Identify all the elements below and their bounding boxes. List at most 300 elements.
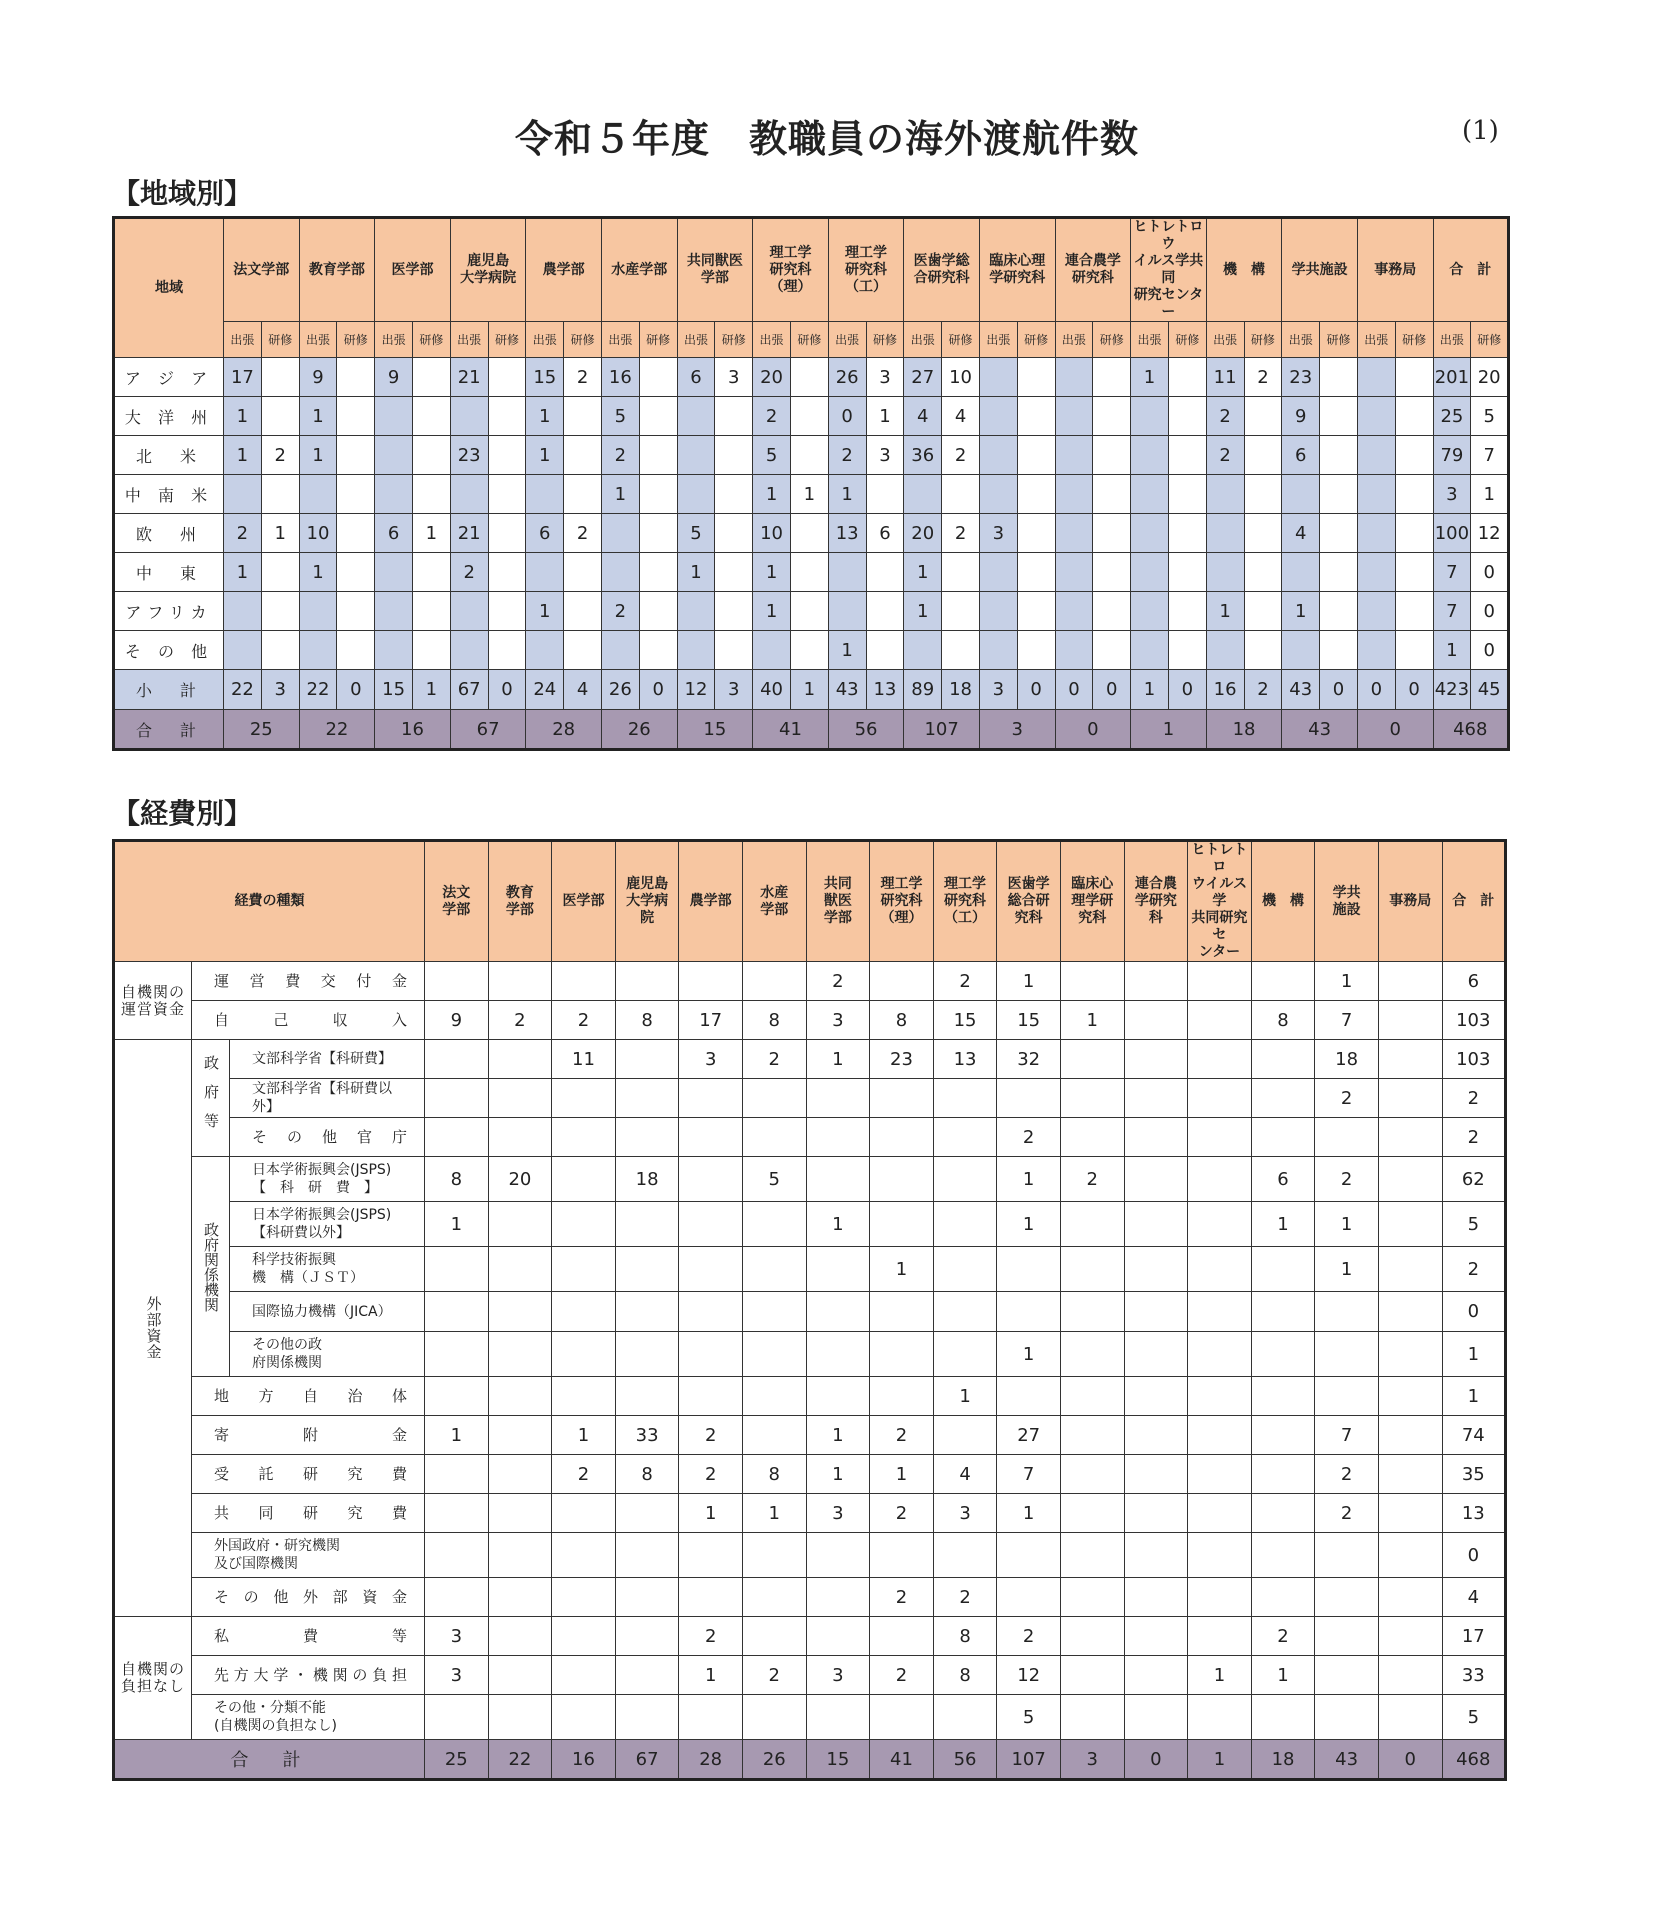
- sub-header-trip: 出張: [1131, 322, 1169, 358]
- expense-value: [1251, 1578, 1315, 1617]
- regional-value: [979, 397, 1017, 436]
- expense-value: [1315, 1533, 1379, 1578]
- sub-header-training: 研修: [488, 322, 526, 358]
- regional-value: [942, 592, 980, 631]
- expense-label: その他・分類不能 (自機関の負担なし): [192, 1695, 425, 1740]
- total-value: 25: [224, 710, 300, 750]
- total-value: 22: [299, 710, 375, 750]
- regional-value: [412, 475, 450, 514]
- expense-value: [425, 1079, 489, 1118]
- expense-value: [1060, 1377, 1124, 1416]
- expense-value: 103: [1442, 1001, 1506, 1040]
- regional-value: [1320, 631, 1358, 670]
- regional-value: [1395, 631, 1433, 670]
- expense-value: 3: [933, 1494, 997, 1533]
- sub-header-training: 研修: [1168, 322, 1206, 358]
- expense-value: [933, 1533, 997, 1578]
- expense-value: [1124, 1202, 1188, 1247]
- expense-value: [488, 1578, 552, 1617]
- sub-header-training: 研修: [1093, 322, 1131, 358]
- expense-value: [933, 1332, 997, 1377]
- sub-header-training: 研修: [639, 322, 677, 358]
- expense-value: [615, 1695, 679, 1740]
- expense-column-header: 連合農 学研究 科: [1124, 841, 1188, 962]
- regional-value: 1: [526, 397, 564, 436]
- expense-value: 1: [806, 1455, 870, 1494]
- expense-value: [425, 1247, 489, 1292]
- expense-value: [488, 1118, 552, 1157]
- regional-value: [715, 436, 753, 475]
- regional-value: 1: [828, 475, 866, 514]
- regional-value: 3: [715, 358, 753, 397]
- expense-value: 2: [1315, 1157, 1379, 1202]
- regional-value: [677, 475, 715, 514]
- expense-value: [1188, 1455, 1252, 1494]
- table-row: [114, 1377, 1506, 1416]
- regional-value: [1357, 592, 1395, 631]
- regional-value: [1320, 358, 1358, 397]
- expense-value: 3: [425, 1617, 489, 1656]
- expense-value: 0: [1442, 1292, 1506, 1332]
- regional-value: [1320, 397, 1358, 436]
- expense-value: [552, 1202, 616, 1247]
- regional-value: 17: [224, 358, 262, 397]
- expense-value: [679, 962, 743, 1001]
- expense-value: [488, 1656, 552, 1695]
- regional-column-header: 医歯学総 合研究科: [904, 218, 980, 322]
- regional-value: [979, 436, 1017, 475]
- expense-total-value: 41: [870, 1740, 934, 1780]
- expense-value: [1378, 1202, 1442, 1247]
- sub-header-trip: 出張: [1055, 322, 1093, 358]
- total-value: 18: [1206, 710, 1282, 750]
- expense-value: [742, 1247, 806, 1292]
- expense-total-row: [114, 1740, 1506, 1780]
- expense-value: [1124, 1332, 1188, 1377]
- expense-value: 2: [1315, 1079, 1379, 1118]
- expense-column-header: 医歯学 総合研 究科: [997, 841, 1061, 962]
- expense-value: [1315, 1695, 1379, 1740]
- expense-value: [615, 1292, 679, 1332]
- regional-value: 1: [753, 592, 791, 631]
- regional-value: 1: [677, 553, 715, 592]
- regional-value: [261, 397, 299, 436]
- expense-value: [425, 1533, 489, 1578]
- expense-total-value: 22: [488, 1740, 552, 1780]
- regional-value: 15: [526, 358, 564, 397]
- regional-value: [1017, 397, 1055, 436]
- subtotal-value: 12: [677, 670, 715, 710]
- regional-value: [942, 631, 980, 670]
- expense-label: 共同研究費: [192, 1494, 425, 1533]
- expense-value: [1124, 1377, 1188, 1416]
- total-value: 67: [450, 710, 526, 750]
- regional-value: [942, 475, 980, 514]
- subtotal-value: 3: [979, 670, 1017, 710]
- regional-value: [261, 631, 299, 670]
- regional-value: [1282, 475, 1320, 514]
- expense-label: 寄附金: [192, 1416, 425, 1455]
- subtotal-value: 26: [601, 670, 639, 710]
- regional-value: [1244, 436, 1282, 475]
- regional-value: [1131, 475, 1169, 514]
- expense-value: [1060, 1695, 1124, 1740]
- expense-value: 7: [1315, 1001, 1379, 1040]
- expense-value: [997, 1377, 1061, 1416]
- regional-value: [1131, 592, 1169, 631]
- expense-value: [679, 1377, 743, 1416]
- expense-value: 5: [742, 1157, 806, 1202]
- regional-value: [1357, 397, 1395, 436]
- expense-value: [1188, 1157, 1252, 1202]
- regional-value: 12: [1471, 514, 1509, 553]
- expense-value: 74: [1442, 1416, 1506, 1455]
- sub-header-training: 研修: [1017, 322, 1055, 358]
- expense-value: [1124, 1695, 1188, 1740]
- expense-value: [1060, 1118, 1124, 1157]
- regional-column-header: 鹿児島 大学病院: [450, 218, 526, 322]
- expense-value: [870, 1079, 934, 1118]
- expense-value: [615, 1040, 679, 1079]
- expense-value: 5: [997, 1695, 1061, 1740]
- regional-value: 4: [904, 397, 942, 436]
- expense-value: [552, 1494, 616, 1533]
- regional-value: [677, 397, 715, 436]
- sub-header-training: 研修: [790, 322, 828, 358]
- regional-column-header: 事務局: [1357, 218, 1433, 322]
- regional-value: 1: [1206, 592, 1244, 631]
- regional-value: [1055, 358, 1093, 397]
- regional-value: [1357, 631, 1395, 670]
- expense-value: [1315, 1578, 1379, 1617]
- regional-value: [299, 475, 337, 514]
- expense-value: [1060, 1455, 1124, 1494]
- expense-value: [679, 1247, 743, 1292]
- regional-value: [450, 475, 488, 514]
- regional-value: [639, 631, 677, 670]
- subtotal-value: 0: [488, 670, 526, 710]
- expense-value: [997, 1292, 1061, 1332]
- regional-value: [488, 358, 526, 397]
- total-label: 合 計: [114, 710, 224, 750]
- sub-header-trip: 出張: [904, 322, 942, 358]
- expense-value: 2: [679, 1455, 743, 1494]
- sub-header-training: 研修: [715, 322, 753, 358]
- regional-value: [639, 475, 677, 514]
- regional-value: [790, 397, 828, 436]
- regional-value: [677, 631, 715, 670]
- table-row: [114, 962, 1506, 1001]
- expense-value: 2: [679, 1416, 743, 1455]
- regional-value: [715, 475, 753, 514]
- expense-value: [1060, 962, 1124, 1001]
- expense-value: [742, 962, 806, 1001]
- expense-value: 3: [679, 1040, 743, 1079]
- table-row: [114, 1617, 1506, 1656]
- regional-column-header: 理工学 研究科 （工）: [828, 218, 904, 322]
- expense-value: 2: [870, 1416, 934, 1455]
- expense-label: 文部科学省【科研費】: [230, 1040, 425, 1079]
- regional-value: [942, 553, 980, 592]
- expense-value: [425, 1332, 489, 1377]
- expense-value: [425, 1118, 489, 1157]
- total-value: 468: [1433, 710, 1509, 750]
- regional-value: [639, 553, 677, 592]
- regional-value: [1320, 436, 1358, 475]
- regional-value: 7: [1471, 436, 1509, 475]
- regional-column-header: 連合農学 研究科: [1055, 218, 1131, 322]
- regional-value: [1093, 358, 1131, 397]
- expense-value: [1251, 1247, 1315, 1292]
- regional-value: [375, 475, 413, 514]
- region-label: 大 洋 州: [114, 397, 224, 436]
- regional-value: [224, 631, 262, 670]
- regional-value: 20: [753, 358, 791, 397]
- expense-value: 8: [933, 1617, 997, 1656]
- expense-value: [933, 1695, 997, 1740]
- sub-header-training: 研修: [337, 322, 375, 358]
- expense-value: 4: [1442, 1578, 1506, 1617]
- regional-column-header: 共同獣医 学部: [677, 218, 753, 322]
- regional-value: 2: [942, 514, 980, 553]
- table-row: [114, 1695, 1506, 1740]
- expense-value: 1: [1442, 1377, 1506, 1416]
- region-label: 欧 州: [114, 514, 224, 553]
- expense-value: [1378, 1247, 1442, 1292]
- expense-value: [425, 1455, 489, 1494]
- regional-value: [526, 631, 564, 670]
- expense-value: [679, 1578, 743, 1617]
- subtotal-value: 0: [1395, 670, 1433, 710]
- regional-value: [1206, 514, 1244, 553]
- expense-value: [1124, 1416, 1188, 1455]
- regional-value: [1168, 397, 1206, 436]
- expense-column-header: 医学部: [552, 841, 616, 962]
- expense-value: 8: [742, 1001, 806, 1040]
- total-value: 28: [526, 710, 602, 750]
- expense-value: 15: [997, 1001, 1061, 1040]
- expense-value: 33: [615, 1416, 679, 1455]
- group-no-burden: 自機関の 負担なし: [114, 1617, 192, 1740]
- expense-value: [933, 1157, 997, 1202]
- expense-value: 8: [933, 1656, 997, 1695]
- subtotal-value: 3: [715, 670, 753, 710]
- regional-value: 3: [1433, 475, 1471, 514]
- regional-value: [488, 514, 526, 553]
- expense-value: 1: [425, 1202, 489, 1247]
- expense-value: [488, 1695, 552, 1740]
- regional-value: [412, 397, 450, 436]
- regional-value: [1320, 475, 1358, 514]
- expense-value: [1060, 1079, 1124, 1118]
- regional-column-header: 法文学部: [224, 218, 300, 322]
- expense-value: [806, 1157, 870, 1202]
- regional-value: [979, 553, 1017, 592]
- table-row: [114, 1416, 1506, 1455]
- expense-total-value: 468: [1442, 1740, 1506, 1780]
- expense-value: 2: [552, 1455, 616, 1494]
- regional-value: [488, 397, 526, 436]
- expense-value: 1: [1251, 1202, 1315, 1247]
- expense-value: 6: [1442, 962, 1506, 1001]
- expense-header-row: [114, 841, 1506, 962]
- regional-value: [564, 397, 602, 436]
- sub-header-training: 研修: [866, 322, 904, 358]
- expense-value: [870, 1332, 934, 1377]
- regional-value: [715, 631, 753, 670]
- expense-value: [552, 1377, 616, 1416]
- expense-value: [615, 1617, 679, 1656]
- regional-value: 2: [753, 397, 791, 436]
- regional-value: [1357, 553, 1395, 592]
- regional-value: [488, 475, 526, 514]
- expense-value: [1378, 1695, 1442, 1740]
- regional-value: [337, 553, 375, 592]
- expense-value: [1124, 1118, 1188, 1157]
- expense-label: その他の政 府関係機関: [230, 1332, 425, 1377]
- expense-column-header: 教育 学部: [488, 841, 552, 962]
- regional-value: 5: [1471, 397, 1509, 436]
- regional-value: 16: [601, 358, 639, 397]
- regional-value: 0: [1471, 592, 1509, 631]
- expense-column-header: 事務局: [1378, 841, 1442, 962]
- regional-total-row: [114, 710, 1509, 750]
- expense-value: 1: [997, 1202, 1061, 1247]
- expense-value: [870, 1157, 934, 1202]
- regional-value: [866, 592, 904, 631]
- expense-value: [679, 1332, 743, 1377]
- expense-value: [615, 962, 679, 1001]
- expense-value: [806, 1247, 870, 1292]
- expense-value: [1315, 1656, 1379, 1695]
- expense-value: [615, 1377, 679, 1416]
- expense-value: [997, 1247, 1061, 1292]
- expense-value: [679, 1695, 743, 1740]
- regional-value: [979, 631, 1017, 670]
- regional-value: [1017, 553, 1055, 592]
- expense-table: [112, 839, 1507, 1781]
- group-own-funds: 自機関の 運営資金: [114, 962, 192, 1040]
- subgroup-government-related: 政府関係機関: [192, 1157, 230, 1377]
- expense-value: [870, 1292, 934, 1332]
- expense-value: 1: [806, 1416, 870, 1455]
- regional-value: [1357, 436, 1395, 475]
- expense-value: 2: [933, 1578, 997, 1617]
- expense-value: 1: [997, 1157, 1061, 1202]
- regional-value: 23: [1282, 358, 1320, 397]
- expense-value: 2: [997, 1617, 1061, 1656]
- regional-value: 5: [677, 514, 715, 553]
- expense-value: [1188, 1118, 1252, 1157]
- regional-value: [1093, 514, 1131, 553]
- sub-header-training: 研修: [1471, 322, 1509, 358]
- sub-header-trip: 出張: [450, 322, 488, 358]
- expense-value: [615, 1656, 679, 1695]
- regional-row: [114, 358, 1509, 397]
- expense-label: 日本学術振興会(JSPS) 【 科 研 費 】: [230, 1157, 425, 1202]
- expense-value: 1: [997, 1494, 1061, 1533]
- regional-value: [1017, 592, 1055, 631]
- expense-column-header: 理工学 研究科 （理）: [870, 841, 934, 962]
- expense-total-value: 26: [742, 1740, 806, 1780]
- expense-value: [1251, 1118, 1315, 1157]
- regional-value: 1: [299, 397, 337, 436]
- regional-value: 36: [904, 436, 942, 475]
- subtotal-value: 24: [526, 670, 564, 710]
- regional-value: 4: [942, 397, 980, 436]
- region-label: アフリカ: [114, 592, 224, 631]
- regional-row: [114, 397, 1509, 436]
- table-row: [114, 1118, 1506, 1157]
- expense-column-header: 水産 学部: [742, 841, 806, 962]
- regional-value: [1282, 631, 1320, 670]
- expense-value: 32: [997, 1040, 1061, 1079]
- subtotal-value: 0: [1017, 670, 1055, 710]
- expense-value: 1: [1251, 1656, 1315, 1695]
- expense-value: [1315, 1118, 1379, 1157]
- regional-value: [1055, 514, 1093, 553]
- regional-value: 1: [601, 475, 639, 514]
- expense-value: [1378, 1332, 1442, 1377]
- expense-total-value: 28: [679, 1740, 743, 1780]
- expense-value: 1: [1315, 1247, 1379, 1292]
- expense-value: [1188, 962, 1252, 1001]
- regional-value: [1395, 475, 1433, 514]
- regional-value: [299, 631, 337, 670]
- expense-value: [679, 1202, 743, 1247]
- regional-value: [1320, 514, 1358, 553]
- regional-value: [639, 592, 677, 631]
- regional-value: [979, 592, 1017, 631]
- region-label: 中 南 米: [114, 475, 224, 514]
- regional-value: [450, 592, 488, 631]
- expense-value: [1251, 1695, 1315, 1740]
- regional-value: [1168, 514, 1206, 553]
- regional-value: [1093, 475, 1131, 514]
- expense-value: 12: [997, 1656, 1061, 1695]
- regional-value: [828, 553, 866, 592]
- sub-header-trip: 出張: [677, 322, 715, 358]
- regional-value: 3: [866, 358, 904, 397]
- total-value: 15: [677, 710, 753, 750]
- regional-value: [1206, 475, 1244, 514]
- regional-column-header: 医学部: [375, 218, 451, 322]
- expense-total-value: 67: [615, 1740, 679, 1780]
- regional-value: [904, 475, 942, 514]
- regional-value: 10: [753, 514, 791, 553]
- subtotal-value: 423: [1433, 670, 1471, 710]
- regional-value: [1055, 592, 1093, 631]
- regional-value: [375, 553, 413, 592]
- expense-value: 20: [488, 1157, 552, 1202]
- expense-value: [1378, 1118, 1442, 1157]
- regional-value: [601, 553, 639, 592]
- expense-total-value: 18: [1251, 1740, 1315, 1780]
- regional-value: [1395, 358, 1433, 397]
- regional-value: 0: [828, 397, 866, 436]
- regional-value: 1: [299, 553, 337, 592]
- expense-value: [1378, 1157, 1442, 1202]
- page-title: 令和５年度 教職員の海外渡航件数: [514, 117, 1139, 161]
- expense-value: 2: [742, 1656, 806, 1695]
- regional-value: 1: [1131, 358, 1169, 397]
- regional-value: [601, 514, 639, 553]
- expense-value: [1060, 1416, 1124, 1455]
- regional-value: [1093, 592, 1131, 631]
- expense-value: [806, 1533, 870, 1578]
- expense-value: [870, 1377, 934, 1416]
- expense-value: [1188, 1416, 1252, 1455]
